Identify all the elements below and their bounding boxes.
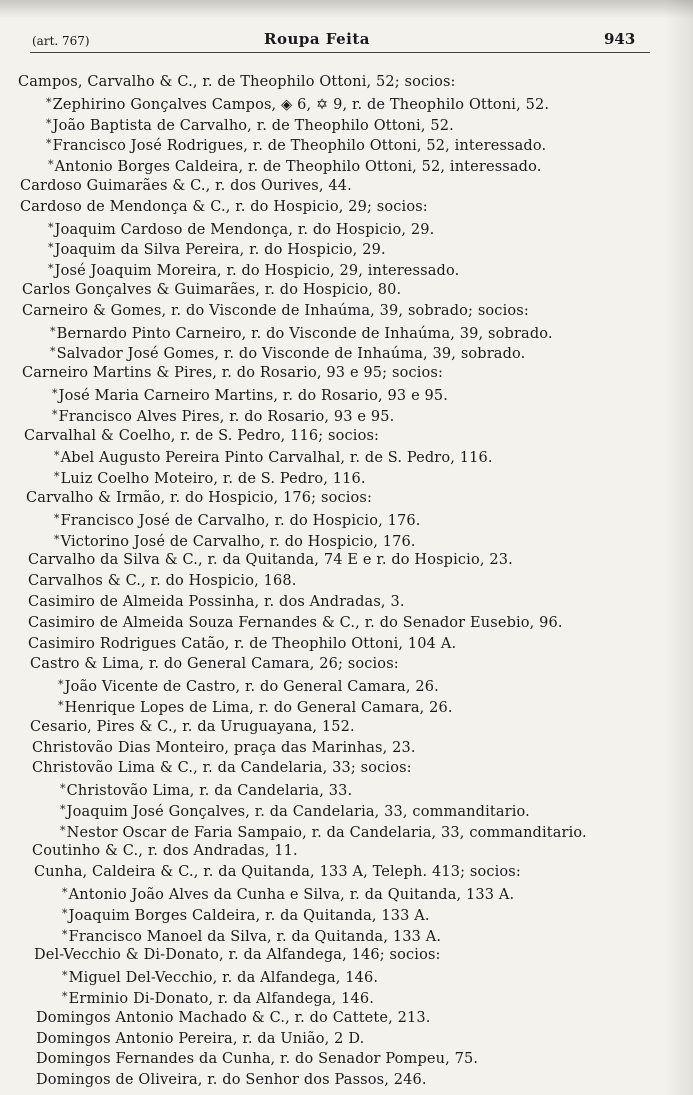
list-item: Carlos Gonçalves & Guimarães, r. do Hospicio, 80. bbox=[22, 281, 402, 298]
list-item-socio: * Erminio Di-Donato, r. da Alfandega, 146. bbox=[0, 987, 693, 1008]
list-item: Cunha, Caldeira & C., r. da Quitanda, 133 A, Teleph. 413; socios: bbox=[34, 864, 521, 881]
list-item: Domingos Antonio Machado & C., r. do Cattete, 213. bbox=[36, 1009, 431, 1026]
article-reference: (art. 767) bbox=[32, 34, 90, 48]
list-item-socio: * Joaquim Cardoso de Mendonça, r. do Hospicio, 29. bbox=[0, 218, 693, 239]
list-item-socio: * José Joaquim Moreira, r. do Hospicio, 29, interessado. bbox=[0, 259, 693, 280]
list-item: Del-Vecchio & Di-Donato, r. da Alfandega, 146; socios: bbox=[34, 947, 441, 964]
directory-list bbox=[0, 72, 693, 1091]
list-item: Cesario, Pires & C., r. da Uruguayana, 152. bbox=[30, 718, 355, 735]
list-item-socio: * Joaquim da Silva Pereira, r. do Hospicio, 29. bbox=[0, 238, 693, 259]
list-item: Casimiro Rodrigues Catão, r. de Theophilo Ottoni, 104 A. bbox=[28, 635, 457, 652]
list-item: Christovão Dias Monteiro, praça das Marinhas, 23. bbox=[32, 739, 416, 756]
list-item: Cardoso Guimarães & C., r. dos Ourives, 44. bbox=[20, 177, 352, 194]
list-item-socio: * João Baptista de Carvalho, r. de Theophilo Ottoni, 52. bbox=[0, 114, 693, 135]
list-item-socio: * Bernardo Pinto Carneiro, r. do Visconde de Inhaúma, 39, sobrado. bbox=[0, 322, 693, 343]
list-item-socio: * Antonio Borges Caldeira, r. de Theophilo Ottoni, 52, interessado. bbox=[0, 155, 693, 176]
list-item-socio: * Abel Augusto Pereira Pinto Carvalhal, r. de S. Pedro, 116. bbox=[0, 446, 693, 467]
list-item: Casimiro de Almeida Possinha, r. dos Andradas, 3. bbox=[28, 593, 405, 610]
list-item-socio: * Miguel Del-Vecchio, r. da Alfandega, 146. bbox=[0, 966, 693, 987]
list-item-socio: * Joaquim Borges Caldeira, r. da Quitanda, 133 A. bbox=[0, 904, 693, 925]
list-item-socio: * José Maria Carneiro Martins, r. do Rosario, 93 e 95. bbox=[0, 384, 693, 405]
list-item: Carvalho da Silva & C., r. da Quitanda, 74 E e r. do Hospicio, 23. bbox=[28, 552, 513, 569]
list-item-socio: * Luiz Coelho Moteiro, r. de S. Pedro, 116. bbox=[0, 467, 693, 488]
list-item-socio: * Francisco Alves Pires, r. do Rosario, 93 e 95. bbox=[0, 405, 693, 426]
list-item-socio: * Salvador José Gomes, r. do Visconde de Inhaúma, 39, sobrado. bbox=[0, 342, 693, 363]
list-item: Christovão Lima & C., r. da Candelaria, 33; socios: bbox=[32, 760, 412, 777]
page-number: 943 bbox=[604, 30, 636, 48]
list-item-socio: * Francisco Manoel da Silva, r. da Quitanda, 133 A. bbox=[0, 925, 693, 946]
list-item: Casimiro de Almeida Souza Fernandes & C., r. do Senador Eusebio, 96. bbox=[28, 614, 563, 631]
page-edge-shadow bbox=[0, 0, 693, 18]
list-item: Carvalhos & C., r. do Hospicio, 168. bbox=[28, 573, 297, 590]
list-item-socio: * Zephirino Gonçalves Campos, ◈ 6, ✡ 9, r. de Theophilo Ottoni, 52. bbox=[0, 93, 693, 114]
list-item-socio: * Francisco José de Carvalho, r. do Hospicio, 176. bbox=[0, 509, 693, 530]
list-item-socio: * Victorino José de Carvalho, r. do Hospicio, 176. bbox=[0, 530, 693, 551]
list-item: Carvalho & Irmão, r. do Hospicio, 176; socios: bbox=[26, 489, 373, 506]
list-item: Carneiro & Gomes, r. do Visconde de Inhaúma, 39, sobrado; socios: bbox=[22, 302, 529, 319]
list-item: Domingos de Oliveira, r. do Senhor dos Passos, 246. bbox=[36, 1072, 427, 1089]
list-item: Carvalhal & Coelho, r. de S. Pedro, 116; socios: bbox=[24, 427, 380, 444]
list-item-socio: * Nestor Oscar de Faria Sampaio, r. da Candelaria, 33, commanditario. bbox=[0, 821, 693, 842]
list-item: Castro & Lima, r. do General Camara, 26; socios: bbox=[30, 656, 399, 673]
page-title: Roupa Feita bbox=[264, 30, 371, 48]
list-item: Campos, Carvalho & C., r. de Theophilo Ottoni, 52; socios: bbox=[18, 74, 456, 90]
list-item-socio: * Antonio João Alves da Cunha e Silva, r. da Quitanda, 133 A. bbox=[0, 883, 693, 904]
header-rule bbox=[30, 52, 650, 53]
list-item: Domingos Antonio Pereira, r. da União, 2 D. bbox=[36, 1030, 365, 1047]
list-item: Cardoso de Mendonça & C., r. do Hospicio, 29; socios: bbox=[20, 198, 428, 215]
page-header bbox=[0, 28, 693, 54]
list-item: Carneiro Martins & Pires, r. do Rosario, 93 e 95; socios: bbox=[22, 365, 444, 382]
list-item-socio: * Francisco José Rodrigues, r. de Theophilo Ottoni, 52, interessado. bbox=[0, 134, 693, 155]
list-item-socio: * João Vicente de Castro, r. do General Camara, 26. bbox=[0, 675, 693, 696]
list-item-socio: * Joaquim José Gonçalves, r. da Candelaria, 33, commanditario. bbox=[0, 800, 693, 821]
list-item: Coutinho & C., r. dos Andradas, 11. bbox=[32, 843, 298, 860]
list-item: Domingos Fernandes da Cunha, r. do Senador Pompeu, 75. bbox=[36, 1051, 479, 1068]
list-item-socio: * Henrique Lopes de Lima, r. do General Camara, 26. bbox=[0, 696, 693, 717]
list-item-socio: * Christovão Lima, r. da Candelaria, 33. bbox=[0, 779, 693, 800]
